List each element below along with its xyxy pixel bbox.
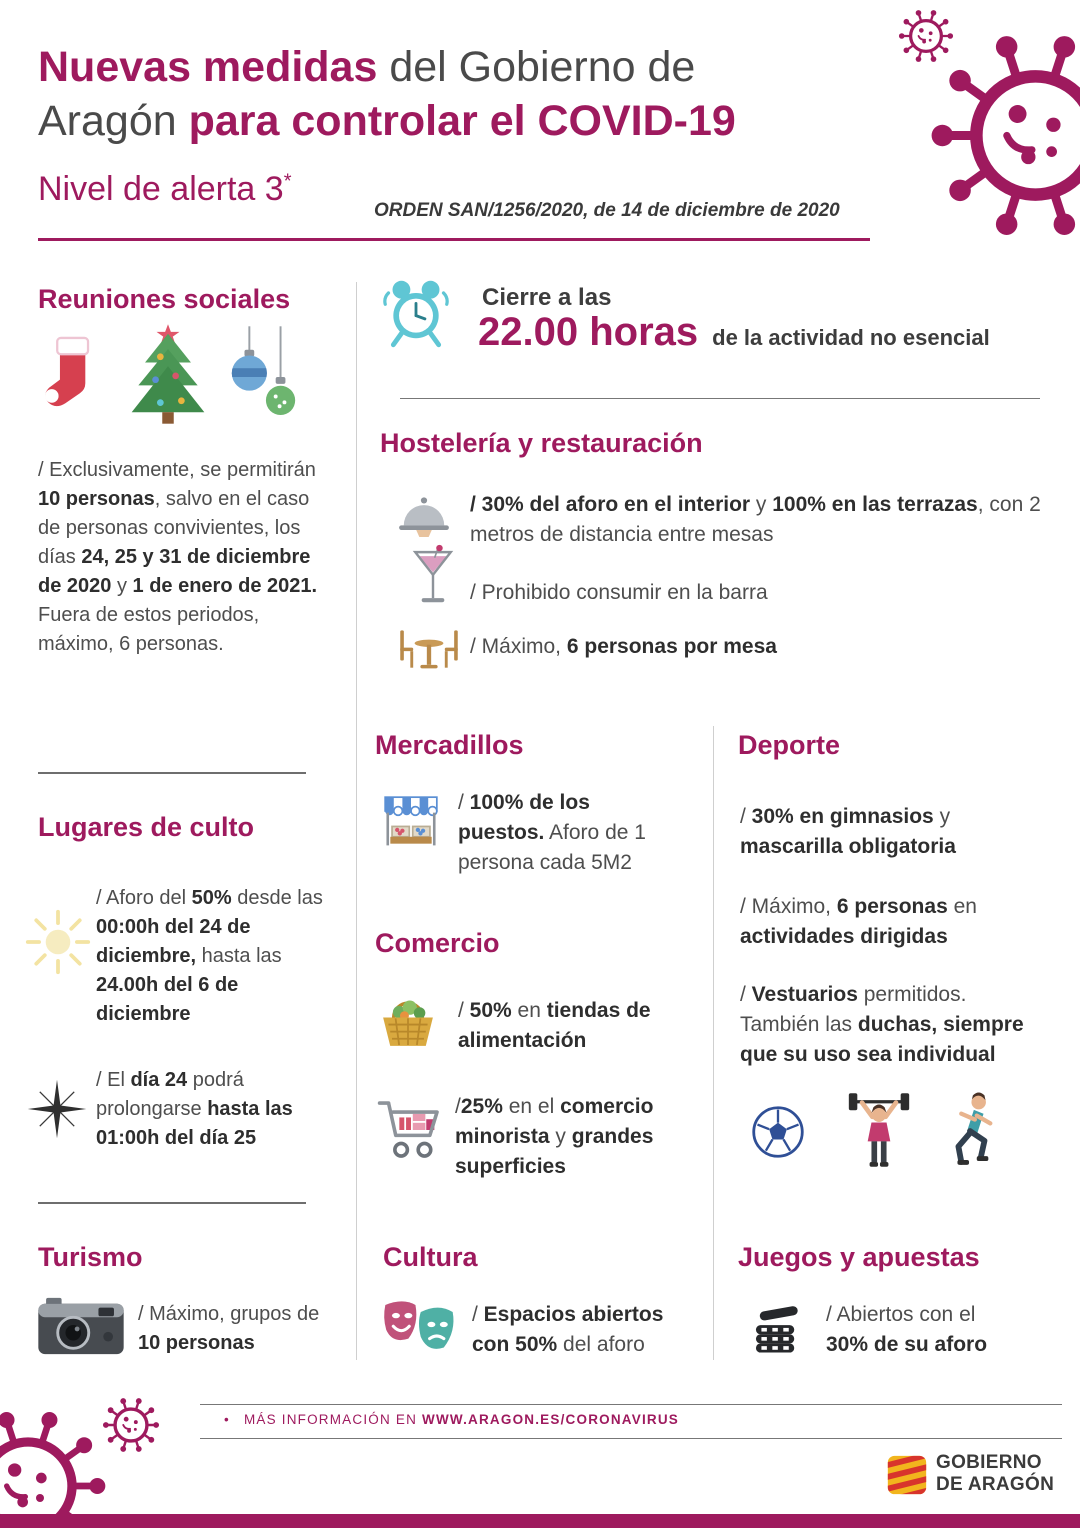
reuniones-text: / Exclusivamente, se permitirán 10 personas, salvo en el caso de personas convivientes, los días 24, 25 y 31 de diciembre de 2020 y 1 de enero de 2021. Fuera de estos periodos, máximo, 6 personas. (38, 459, 318, 655)
shopping-cart-icon (376, 1088, 446, 1172)
hosteleria-item-2: / Prohibido consumir en la barra (470, 581, 768, 604)
coronavirus-icon (102, 1396, 160, 1454)
mercadillos-text: / 100% de los puestos. Aforo de 1 persona cada 5M2 (458, 791, 646, 874)
baubles-icon (224, 326, 302, 428)
poker-chips-icon (748, 1296, 804, 1358)
column-divider (356, 282, 357, 1360)
footer-info (224, 1412, 679, 1427)
header-rule (38, 238, 870, 241)
sparkle-star-icon (26, 1078, 88, 1140)
section-title-reuniones: Reuniones sociales (38, 284, 291, 314)
section-title-hosteleria: Hostelería y restauración (380, 428, 703, 458)
culto-item-2: / El día 24 podrá prolongarse hasta las 01:00h del día 25 (96, 1069, 293, 1149)
closure-intro: Cierre a las (482, 284, 612, 311)
coronavirus-icon (0, 1406, 108, 1528)
table-chairs-icon (394, 626, 464, 672)
alert-asterisk: * (283, 170, 292, 193)
theater-masks-icon (380, 1296, 458, 1360)
logo-line2: DE ARAGÓN (936, 1474, 1055, 1495)
alert-level: Nivel de alerta 3* (38, 170, 292, 208)
page-title-line2: Aragón para controlar el COVID-19 (38, 97, 736, 145)
section-title-juegos: Juegos y apuestas (738, 1242, 980, 1272)
comercio-item-1: / 50% en tiendas de alimentación (458, 999, 651, 1052)
deporte-item-2: / Máximo, 6 personas en actividades dirigidas (740, 895, 977, 948)
footer-rule-bottom (200, 1438, 1062, 1439)
cultura-text: / Espacios abiertos con 50% del aforo (472, 1303, 664, 1356)
culto-item-1: / Aforo del 50% desde las 00:00h del 24 de diciembre, hasta las 24.00h del 6 de diciembre (96, 887, 323, 1025)
section-title-mercadillos: Mercadillos (375, 730, 524, 760)
food-basket-icon (376, 990, 440, 1052)
closure-time: 22.00 horas (478, 310, 699, 354)
market-stall-icon (380, 792, 442, 854)
sun-icon (24, 908, 92, 976)
christmas-stocking-icon (40, 330, 98, 422)
logo-line1: GOBIERNO (936, 1452, 1042, 1473)
alarm-clock-icon (382, 276, 450, 352)
section-title-turismo: Turismo (38, 1242, 143, 1272)
juegos-text: / Abiertos con el 30% de su aforo (826, 1303, 988, 1356)
deporte-item-1: / 30% en gimnasios y mascarilla obligatoria (740, 805, 956, 858)
camera-icon (36, 1294, 126, 1358)
section-title-culto: Lugares de culto (38, 812, 255, 842)
coronavirus-icon (928, 28, 1080, 243)
closure-statement (478, 310, 990, 355)
bottom-accent-bar (0, 1514, 1080, 1528)
weightlifter-icon (846, 1088, 912, 1172)
soccer-ball-icon (750, 1104, 806, 1160)
hosteleria-item-1: / 30% del aforo en el interior y 100% en las terrazas, con 2 metros de distancia entre mesas (470, 493, 1041, 546)
page-title (38, 40, 736, 148)
comercio-item-2: /25% en el comercio minorista y grandes superficies (455, 1095, 654, 1178)
divider (38, 772, 306, 774)
closure-scope: de la actividad no esencial (712, 325, 990, 350)
section-title-cultura: Cultura (383, 1242, 478, 1272)
page-title-line1: Nuevas medidas del Gobierno de (38, 43, 696, 91)
order-reference: ORDEN SAN/1256/2020, de 14 de diciembre de 2020 (374, 200, 840, 221)
christmas-tree-icon (124, 320, 212, 426)
serving-dish-icon (396, 492, 452, 540)
footer-info-text: MÁS INFORMACIÓN EN WWW.ARAGON.ES/CORONAVIRUS (243, 1412, 679, 1427)
government-logo (936, 1452, 1054, 1496)
divider (38, 1202, 306, 1204)
bullet: • (224, 1412, 230, 1427)
section-title-deporte: Deporte (738, 730, 841, 760)
divider (400, 398, 1040, 399)
turismo-text: / Máximo, grupos de 10 personas (138, 1303, 320, 1354)
aragon-flag-icon (884, 1452, 930, 1498)
cocktail-icon (412, 544, 454, 620)
footer-rule-top (200, 1404, 1062, 1405)
hosteleria-item-3: / Máximo, 6 personas por mesa (470, 635, 777, 658)
column-divider (713, 726, 714, 1360)
section-title-comercio: Comercio (375, 928, 500, 958)
deporte-item-3: / Vestuarios permitidos. También las duchas, siempre que su uso sea individual (740, 983, 1024, 1066)
runner-icon (942, 1090, 998, 1176)
